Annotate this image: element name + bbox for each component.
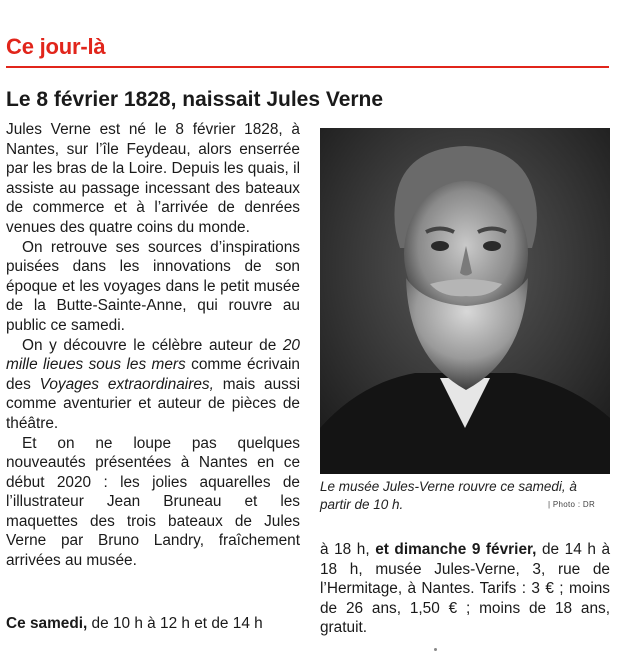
section-divider	[6, 66, 609, 68]
info-label-sunday: et dimanche 9 février,	[375, 541, 537, 558]
portrait-image	[320, 128, 610, 474]
info-hours-a: de 10 h à 12 h et de 14 h	[87, 615, 263, 632]
photo-caption-text: Le musée Jules-Verne rouvre ce samedi, à partir de 10 h.	[320, 479, 577, 512]
paragraph-1: Jules Verne est né le 8 février 1828, à Nantes, sur l’île Feydeau, alors enserrée par les bras de la Loire. Depuis les quais, il assiste au passage incessant des bateaux de commerce et à l’arrivée de denrées venues des quatre coins du monde.	[6, 121, 300, 236]
portrait-photo	[320, 128, 610, 474]
book-title-20000-lieues: 20 mille lieues sous les mers	[6, 336, 300, 374]
info-label-saturday: Ce samedi,	[6, 615, 88, 632]
paragraph-2: On retrouve ses sources d’inspirations puisées dans les innovations de son époque et les voyages dans le petit musée de la Butte-Sainte-Anne, qui rouvre au public ce samedi.	[6, 238, 300, 334]
photo-credit: | Photo : DR	[548, 500, 596, 509]
info-details: de 14 h à 18 h, musée Jules-Verne, 3, rue de l’Hermitage, à Nantes. Tarifs : 3 € ; moins de 26 ans, 1,50 € ; moins de 18 ans, gratuit.	[320, 541, 611, 637]
paragraph-3-text-a: On y découvre le célèbre auteur de	[22, 336, 283, 354]
info-hours-b: à 18 h,	[320, 541, 376, 558]
series-title-voyages: Voyages extraordinaires,	[39, 375, 214, 393]
paragraph-3-text-e: mais aussi comme aventurier et auteur de pièces de théâtre.	[6, 375, 300, 432]
paragraph-4: Et on ne loupe pas quelques nouveautés présentées à Nantes en ce début 2020 : les jolies aquarelles de l’illustrateur Jean Bruneau et les maquettes des trois bateaux de Jules Verne par Bruno Landry, fraîchement arrivées au musée.	[6, 434, 300, 570]
page-mark	[434, 648, 437, 651]
paragraph-3	[6, 336, 300, 434]
article-body-left	[6, 120, 300, 571]
practical-info-start	[6, 614, 300, 634]
article-headline: Le 8 février 1828, naissait Jules Verne	[6, 88, 384, 111]
paragraph-3-text-c: comme écrivain des	[6, 356, 300, 393]
practical-info-continued	[320, 540, 610, 638]
section-title: Ce jour-là	[6, 34, 106, 59]
